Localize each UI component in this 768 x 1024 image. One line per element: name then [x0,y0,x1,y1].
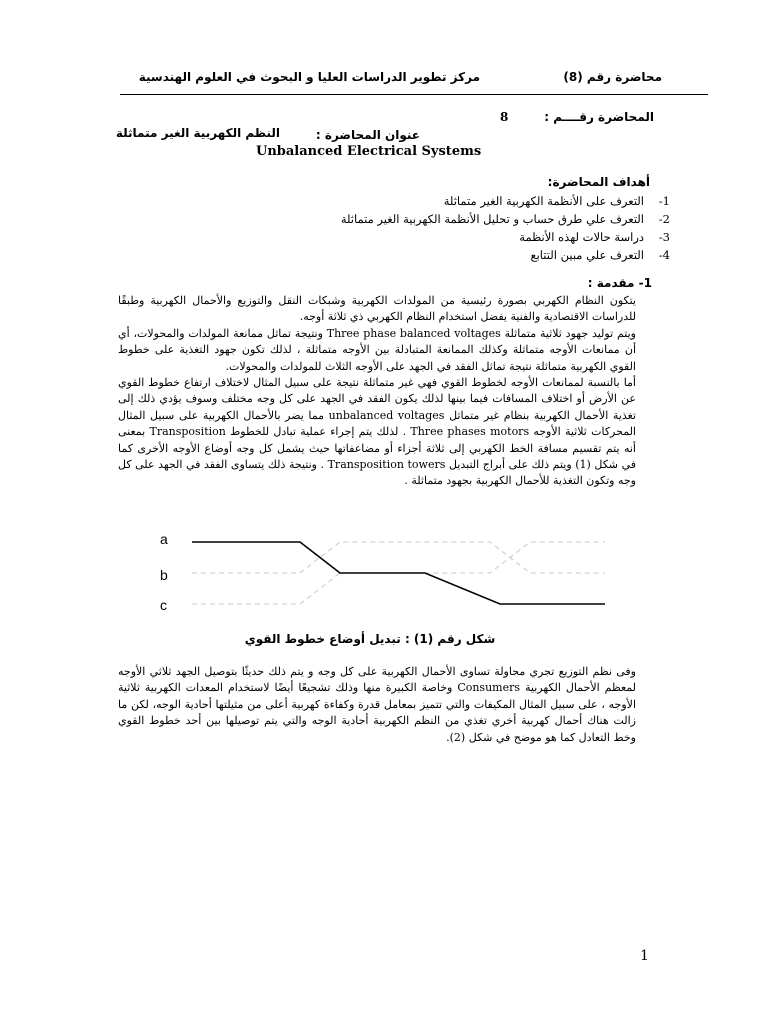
lecture-title-value: النظم الكهربية الغير متماثلة [115,126,280,140]
intro-heading: 1- مقدمة : [587,276,652,290]
header-divider [120,94,708,95]
objective-number: 2- [658,212,670,226]
figure-1-caption: شكل رقم (1) : تبديل أوضاع خطوط القوي [244,632,496,646]
dashed-guide-line [192,542,605,573]
objective-item [270,210,670,228]
phase-c-label: c [160,597,167,613]
lecture-number-label: المحاضرة رقــــم : [544,110,654,124]
objective-text: التعرف على الأنظمة الكهربية الغير متماثلة [443,194,644,208]
lecture-title-english: Unbalanced Electrical Systems [256,144,482,159]
intro-body [118,293,636,490]
objective-number: 4- [658,248,670,262]
objective-text: التعرف علي طرق حساب و تحليل الأنظمة الكهربية الغير متماثلة [340,212,644,226]
objectives-list [270,192,670,264]
lecture-number-value: 8 [500,110,509,124]
phase-a-label: a [160,531,168,547]
intro-paragraph-1: يتكون النظام الكهربي بصورة رئيسية من المولدات الكهربية وشبكات النقل والتوزيع والأحمال الكهربية وطبقًا للدراسات الاقتصادية والفنية يفضل استخدام النظام الكهربي ذي ثلاثة أوجه. [118,294,636,324]
lecture-number-header: محاضرة رقم (8) [563,70,662,84]
intro-paragraph-3: أما بالنسبة لممانعات الأوجه لخطوط القوي فهي غير متماثلة نتيجة على سبيل المثال لاختلاف ارتفاع خطوط القوي عن الأرض أو اختلاف المسافات فيما بينها لذلك يكون الفقد في الجهد على كل وجه مختلف وسوف يؤدي ذلك إلى تغذية الأحمال الكهربية بنظام غير متماثل unbalanced voltages مما يضر بالأحمال الكهربية على سبيل المثال المحركات ثلاثية الأوجه Three phases motors . لذلك يتم إجراء عملية تبادل للخطوط Transposition بمعنى أنه يتم تقسيم مسافة الخط الكهربي إلى ثلاثة أجزاء أو مضاعفاتها حيث يشمل كل وجه أوضاع الأوجه الأخرى كما في شكل (1) ويتم ذلك على أبراج التبديل Transposition towers . ونتيجة ذلك يتساوى الفقد في الجهد على كل وجه وتكون التغذية للأحمال الكهربية بجهود متماثلة . [118,376,636,488]
lecture-title-label: عنوان المحاضرة : [315,128,420,142]
intro-paragraph-2: ويتم توليد جهود ثلاثية متماثلة Three phase balanced voltages ونتيجة تماثل ممانعة المولدات والمحولات، أي أن ممانعات الأوجه متماثلة وكذلك الممانعة المتبادلة بين الأوجه متماثلة ، لذلك تكون جهود التغذية على خطوط القوي الكهربية متماثلة نتيجة تماثل الفقد في الجهد على الأوجه الثلاث للمولدات والمحولات. [118,326,636,373]
page-number: 1 [640,948,649,964]
phase-b-label: b [160,567,168,583]
objective-item [270,228,670,246]
objective-item [270,246,670,264]
objective-number: 3- [658,230,670,244]
objective-text: دراسة حالات لهذه الأنظمة [519,230,644,244]
distribution-paragraph: وفى نظم التوزيع تجري محاولة تساوى الأحمال الكهربية على كل وجه و يتم ذلك حديثًا بتوصيل الجهد ثلاثي الأوجه لمعظم الأحمال الكهربية Consumers وخاصة الكبيرة منها وذلك تشجيعًا أيضًا لاستخدام المعدات الكهربية ثلاثية الأوجه ، على سبيل المثال المكيفات والتي تتميز بمعامل قدرة وكفاءة كهربية أعلى من مثيلتها أحادية الوجه، لكن ما زالت هناك أحمال كهربية أخري تغذي من النظم الكهربية أحادية الوجه والتي يتم توصيلها بين أحد خطوط القوي وخط التعادل كما هو موضح في شكل (2). [118,665,636,744]
objectives-heading: أهداف المحاضرة: [547,175,650,189]
objective-item [270,192,670,210]
center-name-header: مركز تطوير الدراسات العليا و البحوث في العلوم الهندسية [138,70,480,84]
transposition-figure [150,528,610,616]
objective-number: 1- [658,194,670,208]
distribution-body [118,664,636,746]
objective-text: التعرف علي مبين التتابع [530,248,644,262]
